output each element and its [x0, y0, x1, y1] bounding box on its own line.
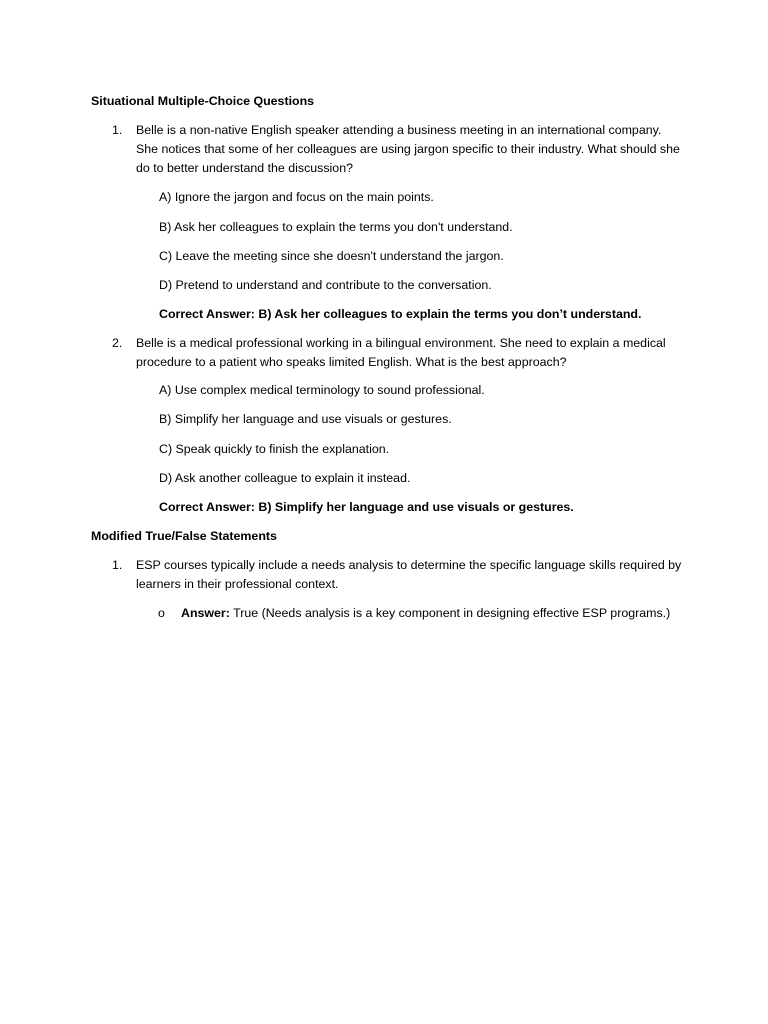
- correct-answer: Correct Answer: B) Ask her colleagues to explain the terms you don’t understand.: [159, 307, 642, 321]
- bullet-marker: o: [158, 606, 165, 620]
- answer-option: C) Speak quickly to finish the explanation.: [159, 442, 390, 456]
- statement-number: 1.: [112, 558, 123, 572]
- statement-text: ESP courses typically include a needs analysis to determine the specific language skills required by learners in their professional context.: [136, 558, 682, 591]
- answer-option: A) Use complex medical terminology to sound professional.: [159, 383, 485, 397]
- answer-option: B) Ask her colleagues to explain the terms you don't understand.: [159, 220, 513, 234]
- section-heading-multiple-choice: Situational Multiple-Choice Questions: [91, 94, 315, 108]
- question-text: Belle is a medical professional working in a bilingual environment. She need to explain a medical procedure to a patient who speaks limited English. What is the best approach?: [136, 336, 666, 369]
- statement-answer: [181, 604, 670, 623]
- question-number: 1.: [112, 123, 123, 137]
- correct-answer: Correct Answer: B) Simplify her language and use visuals or gestures.: [159, 500, 574, 514]
- answer-option: D) Ask another colleague to explain it instead.: [159, 471, 411, 485]
- answer-option: D) Pretend to understand and contribute to the conversation.: [159, 278, 492, 292]
- answer-label: Answer:: [181, 606, 230, 620]
- question-number: 2.: [112, 336, 123, 350]
- answer-text: True (Needs analysis is a key component in designing effective ESP programs.): [229, 606, 671, 620]
- question-text: Belle is a non-native English speaker attending a business meeting in an international company. She notices that some of her colleagues are using jargon specific to their industry. What should she do to better understand the discussion?: [136, 123, 680, 175]
- answer-option: A) Ignore the jargon and focus on the main points.: [159, 190, 434, 204]
- answer-option: C) Leave the meeting since she doesn't understand the jargon.: [159, 249, 504, 263]
- answer-option: B) Simplify her language and use visuals or gestures.: [159, 412, 452, 426]
- section-heading-true-false: Modified True/False Statements: [91, 529, 277, 543]
